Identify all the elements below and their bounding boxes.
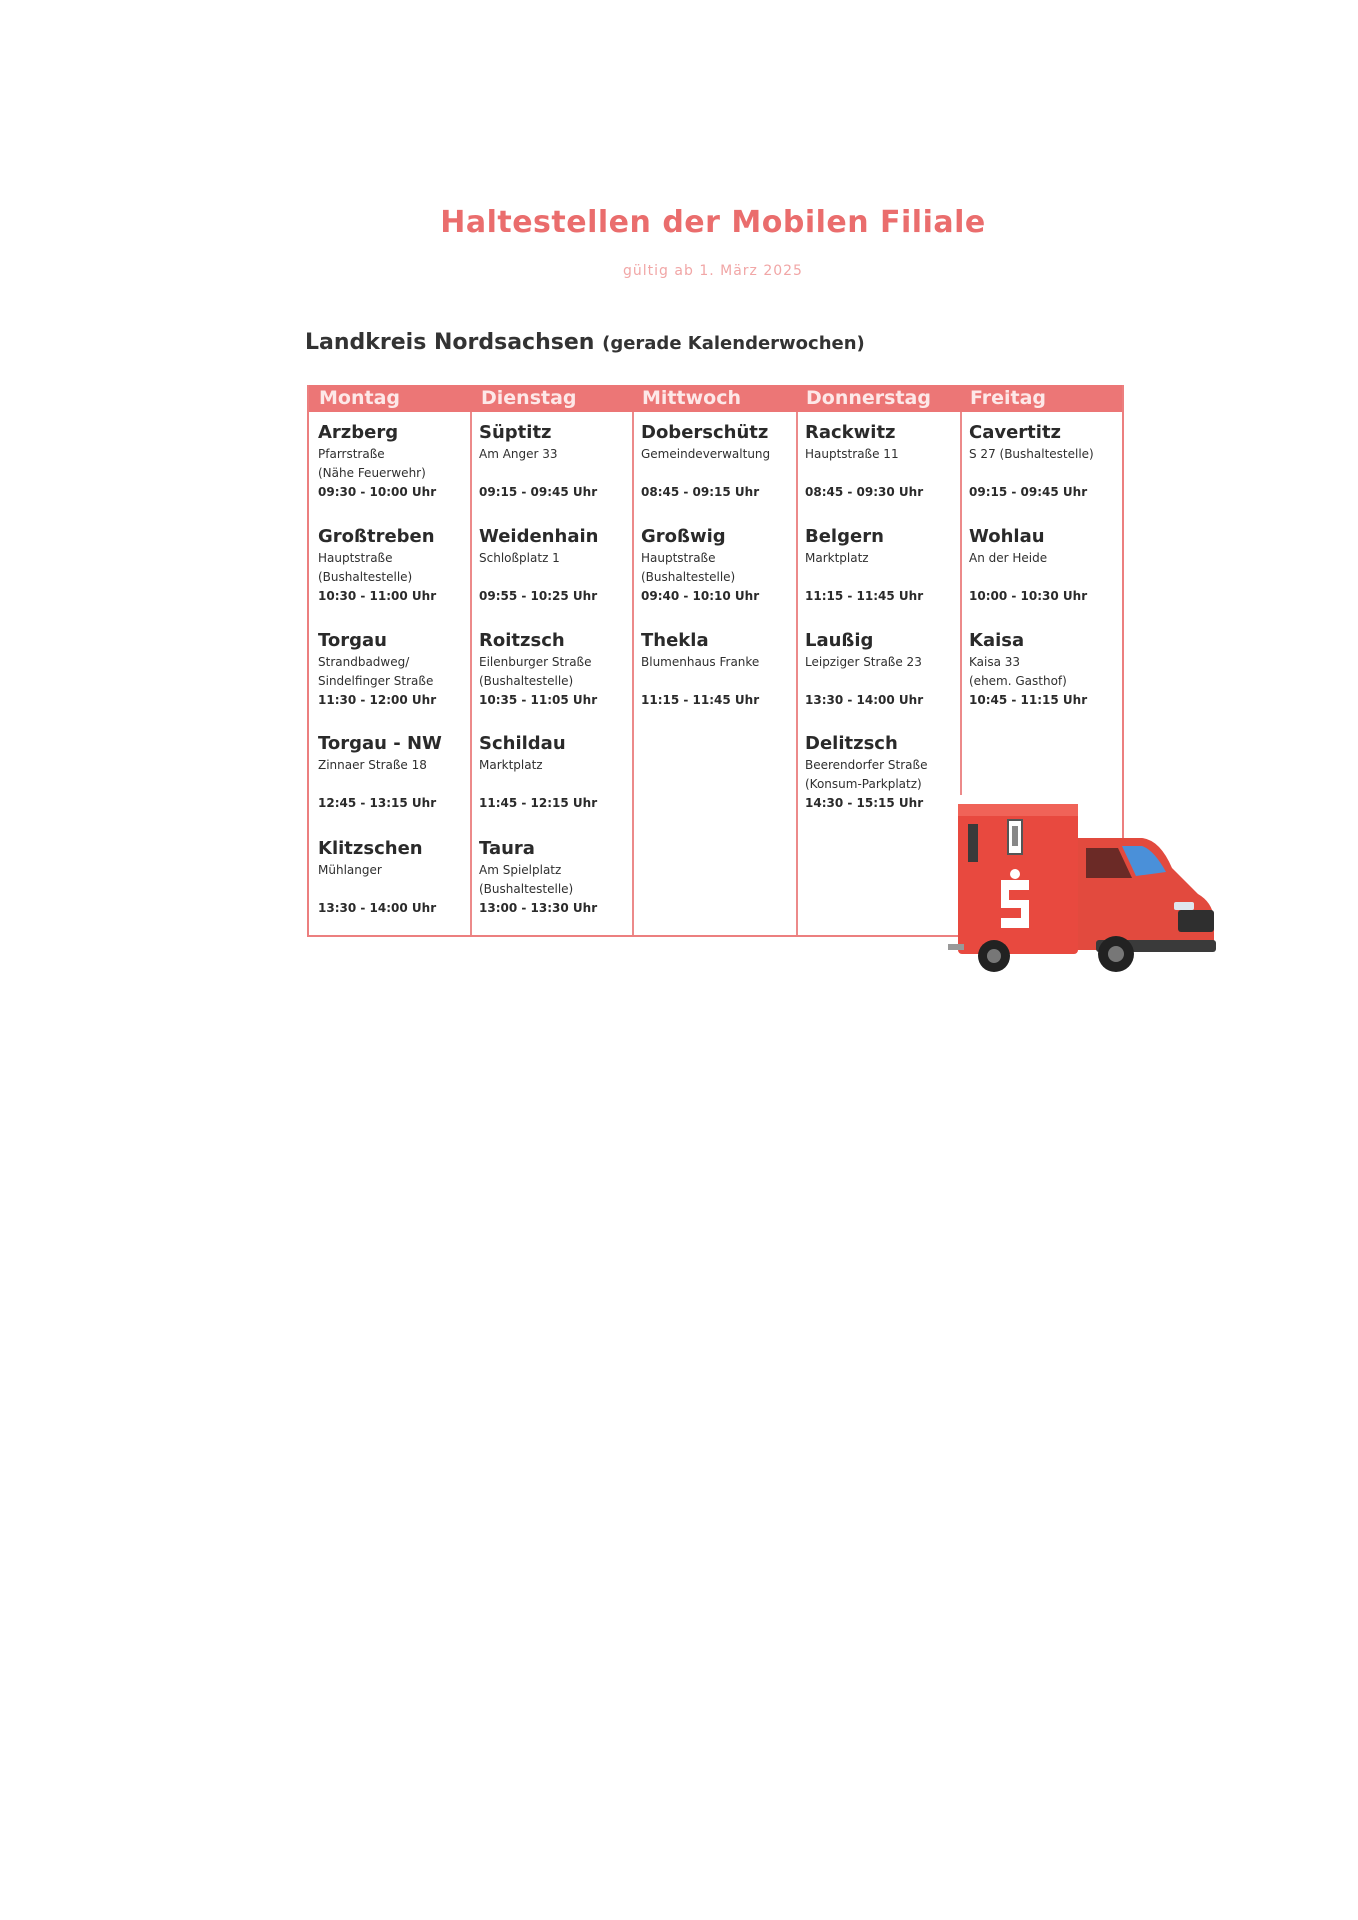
stop-address: Marktplatz (805, 551, 869, 565)
stop-montag-5 (318, 837, 476, 917)
day-header-dienstag: Dienstag (481, 387, 577, 409)
stop-town: Doberschütz (641, 422, 769, 443)
region-name: Landkreis Nordsachsen (305, 330, 595, 355)
stop-town: Rackwitz (805, 422, 896, 443)
stop-donnerstag-1 (805, 421, 963, 501)
stop-time: 10:35 - 11:05 Uhr (479, 693, 598, 707)
stop-dienstag-2 (479, 525, 637, 605)
day-header-row (309, 385, 1122, 412)
page-title: Haltestellen der Mobilen Filiale (440, 205, 986, 240)
stop-time: 11:15 - 11:45 Uhr (641, 693, 760, 707)
stop-montag-3 (318, 629, 476, 709)
stop-time: 11:30 - 12:00 Uhr (318, 693, 437, 707)
stop-town: Cavertitz (969, 422, 1062, 443)
stop-dienstag-5 (479, 837, 637, 917)
stop-address: Am Spielplatz (Bushaltestelle) (479, 863, 574, 896)
stop-address: Hauptstraße (Bushaltestelle) (318, 551, 413, 584)
stop-freitag-3 (969, 629, 1127, 709)
day-header-mittwoch: Mittwoch (642, 387, 741, 409)
stop-address: Marktplatz (479, 758, 543, 772)
stop-town: Laußig (805, 630, 874, 651)
stop-address: Beerendorfer Straße (Konsum-Parkplatz) (805, 758, 928, 791)
stop-address: Gemeindeverwaltung (641, 447, 771, 461)
region-note: (gerade Kalenderwochen) (602, 333, 865, 354)
stop-time: 11:45 - 12:15 Uhr (479, 796, 598, 810)
stop-time: 10:30 - 11:00 Uhr (318, 589, 437, 603)
stop-town: Großtreben (318, 526, 435, 547)
stop-town: Torgau (318, 630, 387, 651)
stop-address: Am Anger 33 (479, 447, 558, 461)
stop-mittwoch-1 (641, 421, 799, 501)
stop-address: Schloßplatz 1 (479, 551, 560, 565)
stop-time: 13:30 - 14:00 Uhr (318, 901, 437, 915)
stop-time: 08:45 - 09:30 Uhr (805, 485, 924, 499)
stop-time: 09:30 - 10:00 Uhr (318, 485, 437, 499)
stop-address: Eilenburger Straße (Bushaltestelle) (479, 655, 592, 688)
stop-time: 14:30 - 15:15 Uhr (805, 796, 924, 810)
region-heading (305, 330, 865, 355)
stop-time: 09:15 - 09:45 Uhr (969, 485, 1088, 499)
stop-time: 13:30 - 14:00 Uhr (805, 693, 924, 707)
stop-montag-1 (318, 421, 476, 501)
stop-time: 09:15 - 09:45 Uhr (479, 485, 598, 499)
stop-time: 12:45 - 13:15 Uhr (318, 796, 437, 810)
sparkasse-van-icon (946, 798, 1222, 974)
stop-address: Leipziger Straße 23 (805, 655, 922, 669)
stop-address: Blumenhaus Franke (641, 655, 760, 669)
stop-montag-4 (318, 732, 476, 812)
stop-town: Wohlau (969, 526, 1045, 547)
stop-time: 09:40 - 10:10 Uhr (641, 589, 760, 603)
stop-town: Delitzsch (805, 733, 898, 754)
stop-dienstag-3 (479, 629, 637, 709)
day-header-freitag: Freitag (970, 387, 1047, 409)
day-header-montag: Montag (319, 387, 400, 409)
stop-address: Strandbadweg/ Sindelfinger Straße (318, 655, 434, 688)
stop-mittwoch-2 (641, 525, 799, 605)
stop-time: 08:45 - 09:15 Uhr (641, 485, 760, 499)
stop-address: Zinnaer Straße 18 (318, 758, 427, 772)
stop-address: Hauptstraße 11 (805, 447, 899, 461)
stop-address: Pfarrstraße (Nähe Feuerwehr) (318, 447, 426, 480)
stop-montag-2 (318, 525, 476, 605)
stop-dienstag-4 (479, 732, 637, 812)
stop-town: Kaisa (969, 630, 1025, 651)
stop-freitag-1 (969, 421, 1127, 501)
stop-freitag-2 (969, 525, 1127, 605)
stop-town: Roitzsch (479, 630, 565, 651)
stop-time: 10:00 - 10:30 Uhr (969, 589, 1088, 603)
stop-donnerstag-2 (805, 525, 963, 605)
stop-time: 11:15 - 11:45 Uhr (805, 589, 924, 603)
stop-town: Arzberg (318, 422, 399, 443)
stop-address: Hauptstraße (Bushaltestelle) (641, 551, 736, 584)
stop-donnerstag-3 (805, 629, 963, 709)
stop-address: An der Heide (969, 551, 1048, 565)
validity-date: gültig ab 1. März 2025 (623, 263, 803, 279)
stop-address: Kaisa 33 (ehem. Gasthof) (969, 655, 1067, 688)
stop-town: Thekla (641, 630, 709, 651)
stop-donnerstag-4 (805, 732, 963, 812)
stop-time: 10:45 - 11:15 Uhr (969, 693, 1088, 707)
stop-address: S 27 (Bushaltestelle) (969, 447, 1094, 461)
stop-town: Torgau - NW (318, 733, 442, 754)
stop-time: 09:55 - 10:25 Uhr (479, 589, 598, 603)
stop-town: Süptitz (479, 422, 552, 443)
stop-dienstag-1 (479, 421, 637, 501)
stop-time: 13:00 - 13:30 Uhr (479, 901, 598, 915)
stop-town: Schildau (479, 733, 566, 754)
stop-town: Weidenhain (479, 526, 599, 547)
stop-town: Taura (479, 838, 535, 859)
stop-town: Großwig (641, 526, 726, 547)
stop-town: Klitzschen (318, 838, 423, 859)
day-header-donnerstag: Donnerstag (806, 387, 931, 409)
stop-address: Mühlanger (318, 863, 382, 877)
stop-mittwoch-3 (641, 629, 799, 709)
stop-town: Belgern (805, 526, 884, 547)
